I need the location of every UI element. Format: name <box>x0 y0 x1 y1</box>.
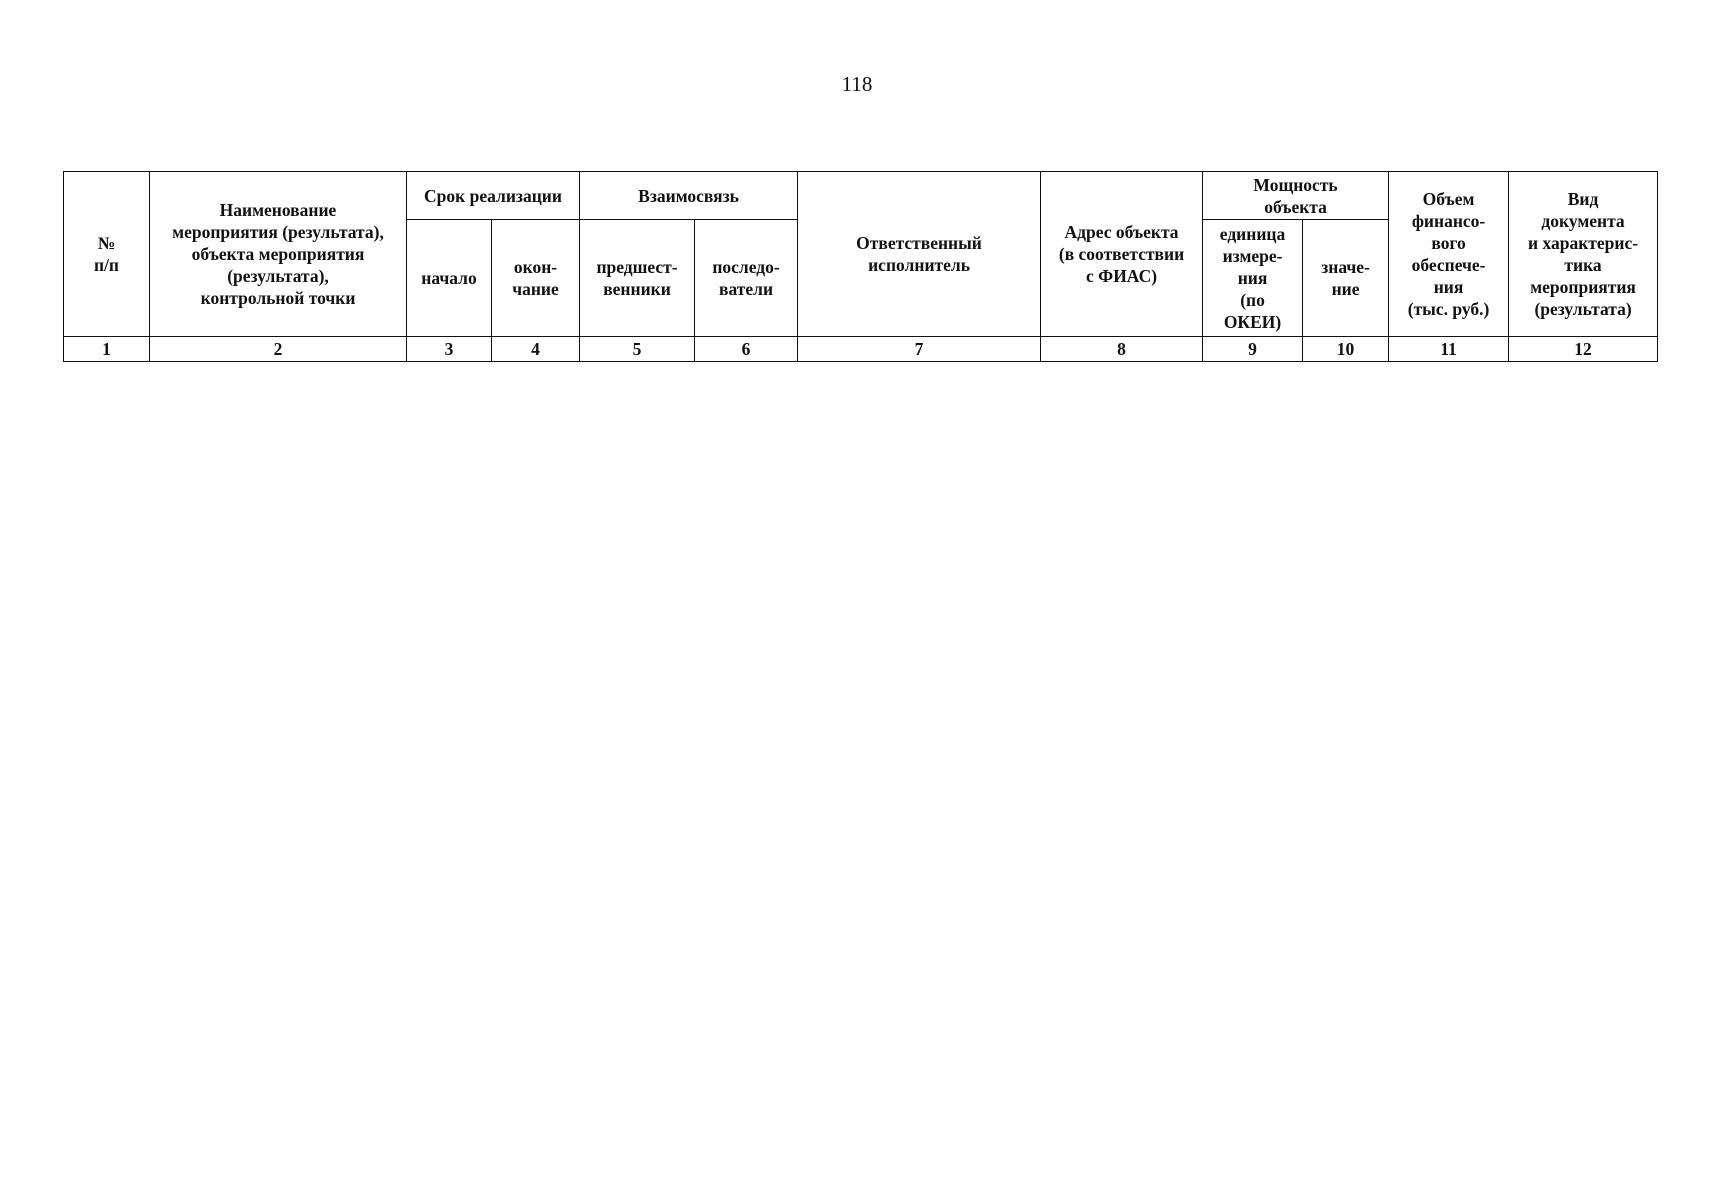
column-number: 1 <box>64 337 150 362</box>
header-doc-type: Вид документа и характерис- тика мероприятия (результата) <box>1509 172 1658 337</box>
page-number: 118 <box>841 72 873 96</box>
column-number-row <box>64 337 1658 362</box>
column-number: 9 <box>1203 337 1303 362</box>
header-responsible: Ответственный исполнитель <box>798 172 1041 337</box>
header-capacity: Мощность объекта <box>1203 172 1389 220</box>
column-number: 8 <box>1041 337 1203 362</box>
column-number: 2 <box>150 337 407 362</box>
column-number: 6 <box>695 337 798 362</box>
header-term-end: окон- чание <box>492 220 580 337</box>
header-num: № п/п <box>64 172 150 337</box>
header-capacity-unit: единица измере- ния (по ОКЕИ) <box>1203 220 1303 337</box>
column-number: 3 <box>407 337 492 362</box>
table-header <box>64 172 1658 337</box>
column-number: 12 <box>1509 337 1658 362</box>
column-number: 7 <box>798 337 1041 362</box>
column-number: 10 <box>1303 337 1389 362</box>
column-number: 5 <box>580 337 695 362</box>
column-number: 4 <box>492 337 580 362</box>
header-link: Взаимосвязь <box>580 172 798 220</box>
header-term: Срок реализации <box>407 172 580 220</box>
header-name: Наименование мероприятия (результата), объекта мероприятия (результата), контрольной точки <box>150 172 407 337</box>
header-address: Адрес объекта (в соответствии с ФИАС) <box>1041 172 1203 337</box>
header-finance: Объем финансо- вого обеспече- ния (тыс. руб.) <box>1389 172 1509 337</box>
header-link-pred: предшест- венники <box>580 220 695 337</box>
events-table <box>63 171 1658 362</box>
column-number: 11 <box>1389 337 1509 362</box>
header-capacity-value: значе- ние <box>1303 220 1389 337</box>
header-link-succ: последо- ватели <box>695 220 798 337</box>
header-term-start: начало <box>407 220 492 337</box>
